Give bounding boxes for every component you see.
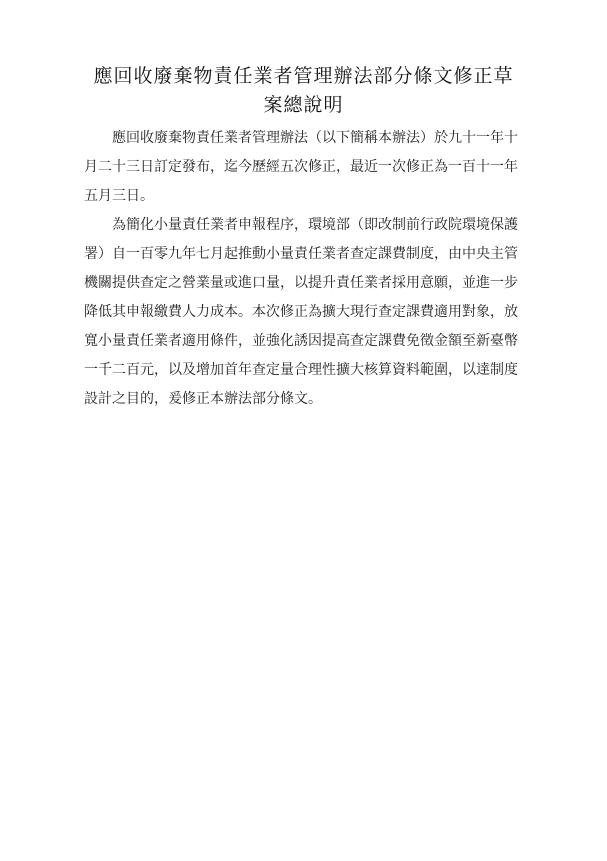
document-title-line-2: 案總說明 [263, 94, 344, 116]
paragraph-2 [84, 211, 529, 414]
paragraph-line: 五月三日。 [84, 188, 154, 204]
paragraph-line: 機關提供查定之營業量或進口量，以提升責任業者採用意願，並進一步 [84, 275, 518, 291]
paragraph-line: 應回收廢棄物責任業者管理辦法（以下簡稱本辦法）於九十一年十 [112, 130, 518, 146]
document-title-line-1: 應回收廢棄物責任業者管理辦法部分條文修正草 [93, 65, 514, 87]
paragraph-line: 一千二百元，以及增加首年查定量合理性擴大核算資料範圍，以達制度 [84, 362, 518, 378]
paragraph-line: 設計之目的，爰修正本辦法部分條文。 [84, 391, 322, 407]
paragraph-line: 署）自一百零九年七月起推動小量責任業者查定課費制度，由中央主管 [84, 246, 518, 262]
paragraph-line: 月二十三日訂定發布，迄今歷經五次修正，最近一次修正為一百十一年 [84, 159, 518, 175]
paragraph-1 [84, 124, 529, 211]
document-body [84, 124, 529, 414]
paragraph-line: 寬小量責任業者適用條件，並強化誘因提高查定課費免徵金額至新臺幣 [84, 333, 518, 349]
paragraph-line: 為簡化小量責任業者申報程序，環境部（即改制前行政院環境保護 [112, 217, 518, 233]
paragraph-line: 降低其申報繳費人力成本。本次修正為擴大現行查定課費適用對象，放 [84, 304, 518, 320]
